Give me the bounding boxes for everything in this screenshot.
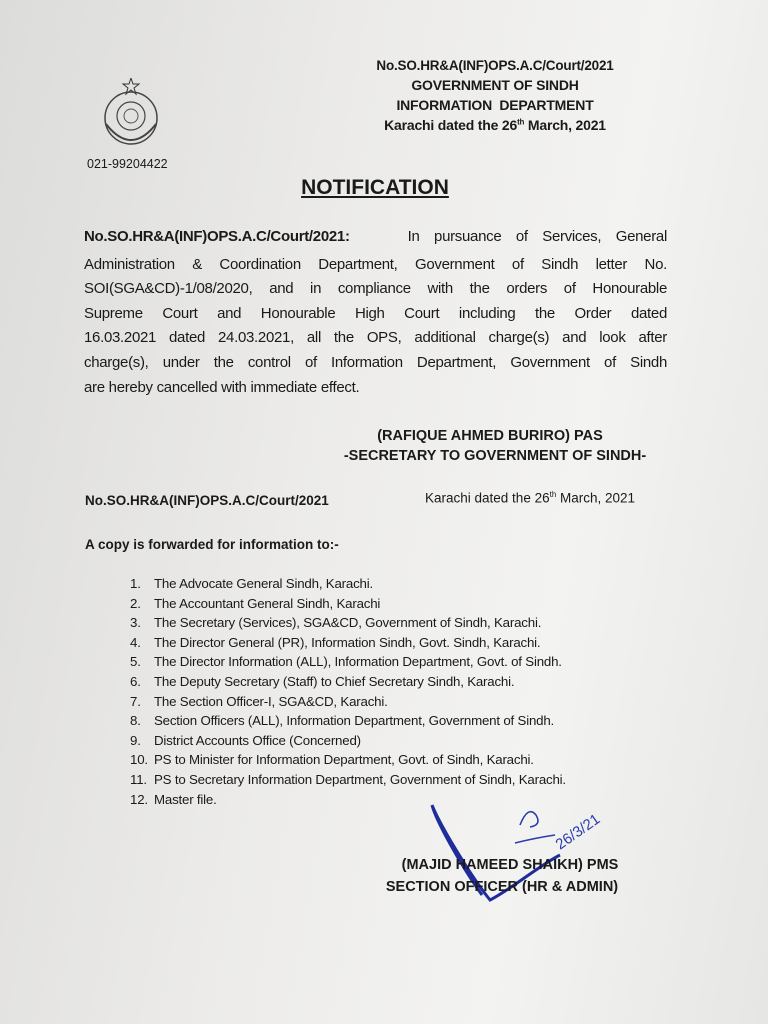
list-text: The Accountant General Sindh, Karachi [154, 595, 381, 611]
list-item [130, 654, 562, 669]
body-line: SOI(SGA&CD)-1/08/2020, and in compliance with the orders of Honourable [84, 280, 667, 297]
body-line: Administration & Coordination Department, Government of Sindh letter No. [84, 256, 667, 273]
list-item [130, 752, 534, 767]
list-number: 7. [130, 693, 141, 709]
list-text: The Secretary (Services), SGA&CD, Government of Sindh, Karachi. [154, 615, 542, 631]
list-text: The Director Information (ALL), Information Department, Govt. of Sindh. [154, 654, 562, 670]
body-line: 16.03.2021 dated 24.03.2021, all the OPS, additional charge(s) and look after [84, 329, 667, 346]
section-officer-designation: SECTION OFFICER (HR & ADMIN) [385, 879, 619, 895]
list-text: The Deputy Secretary (Staff) to Chief Secretary Sindh, Karachi. [154, 674, 515, 689]
footer-reference: No.SO.HR&A(INF)OPS.A.C/Court/2021 [85, 493, 329, 508]
list-item [130, 576, 373, 591]
list-number: 5. [130, 654, 141, 670]
body-line: Supreme Court and Honourable High Court including the Order dated [84, 305, 667, 322]
list-number: 10. [130, 752, 148, 768]
phone-number: 021-99204422 [87, 157, 168, 171]
list-number: 3. [130, 615, 141, 631]
signatory-name: (RAFIQUE AHMED BURIRO) PAS [377, 428, 603, 444]
list-text: The Director General (PR), Information Sindh, Govt. Sindh, Karachi. [154, 634, 541, 650]
list-number: 8. [130, 713, 141, 729]
list-text: Master file. [154, 791, 217, 807]
list-text: District Accounts Office (Concerned) [154, 732, 361, 748]
list-number: 6. [130, 674, 141, 689]
body-line: No.SO.HR&A(INF)OPS.A.C/Court/2021: In pursuance of Services, General [84, 228, 667, 245]
list-number: 9. [130, 732, 141, 748]
list-item [130, 615, 541, 630]
list-number: 11. [130, 772, 147, 787]
sindh-emblem-icon [92, 78, 170, 150]
page-title: NOTIFICATION [301, 176, 449, 199]
list-number: 1. [130, 576, 141, 591]
list-item [130, 733, 361, 748]
list-text: The Section Officer-I, SGA&CD, Karachi. [154, 693, 388, 709]
footer-date: Karachi dated the 26th March, 2021 [425, 490, 636, 506]
section-officer-name: (MAJID HAMEED SHAIKH) PMS [401, 857, 619, 873]
list-item [130, 772, 566, 787]
list-text: Section Officers (ALL), Information Department, Government of Sindh. [154, 713, 555, 729]
list-text: PS to Secretary Information Department, Government of Sindh, Karachi. [154, 772, 566, 787]
handwritten-date: 26/3/21 [552, 810, 604, 854]
list-number: 2. [130, 595, 141, 611]
list-text: The Advocate General Sindh, Karachi. [154, 576, 373, 591]
body-line: charge(s), under the control of Information Department, Government of Sindh [84, 354, 667, 371]
list-item [130, 694, 388, 709]
list-text: PS to Minister for Information Department, Govt. of Sindh, Karachi. [154, 752, 534, 768]
list-item [130, 713, 554, 728]
list-item [130, 674, 514, 689]
header-reference: No.SO.HR&A(INF)OPS.A.C/Court/2021 [376, 58, 614, 73]
government-seal [92, 78, 170, 155]
copy-heading: A copy is forwarded for information to:- [85, 537, 339, 552]
signatory-designation: -SECRETARY TO GOVERNMENT OF SINDH- [343, 448, 647, 464]
list-item [130, 635, 540, 650]
header-date: Karachi dated the 26th March, 2021 [384, 117, 606, 133]
list-item [130, 596, 380, 611]
list-number: 4. [130, 634, 141, 650]
list-item [130, 792, 217, 807]
list-number: 12. [130, 791, 148, 807]
header-government: GOVERNMENT OF SINDH [411, 77, 579, 93]
body-line: are hereby cancelled with immediate effect. [84, 379, 360, 396]
header-department: INFORMATION DEPARTMENT [396, 97, 594, 113]
